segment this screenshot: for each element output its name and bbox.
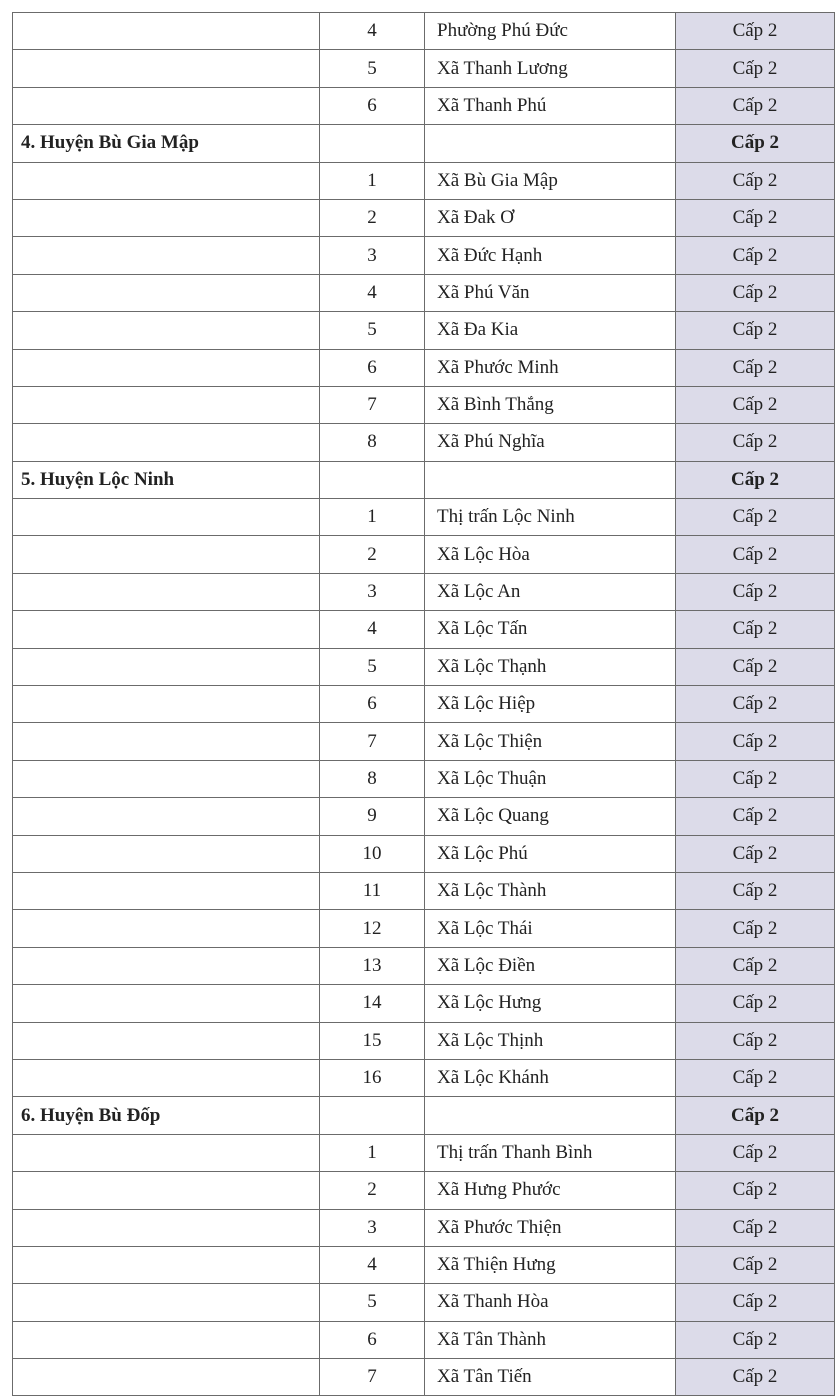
table-row (13, 872, 835, 909)
level-cell: Cấp 2 (676, 424, 835, 461)
ward-name-cell: Xã Đak Ơ (425, 199, 676, 236)
ward-name-cell: Xã Phú Văn (425, 274, 676, 311)
table-row (13, 50, 835, 87)
table-row (13, 910, 835, 947)
level-cell: Cấp 2 (676, 611, 835, 648)
row-number-cell: 6 (320, 87, 425, 124)
row-number-cell: 8 (320, 424, 425, 461)
row-number-cell: 14 (320, 985, 425, 1022)
row-number-cell (320, 1097, 425, 1134)
ward-name-cell: Xã Lộc Quang (425, 798, 676, 835)
table-row (13, 947, 835, 984)
ward-name-cell: Xã Lộc Điền (425, 947, 676, 984)
ward-name-cell: Xã Hưng Phước (425, 1172, 676, 1209)
row-number-cell: 13 (320, 947, 425, 984)
row-number-cell: 8 (320, 760, 425, 797)
district-name-cell-empty (13, 1022, 320, 1059)
district-name-cell-empty (13, 723, 320, 760)
row-number-cell: 7 (320, 1359, 425, 1396)
level-cell: Cấp 2 (676, 1209, 835, 1246)
table-row (13, 1134, 835, 1171)
district-name-cell-empty (13, 686, 320, 723)
row-number-cell: 3 (320, 573, 425, 610)
ward-name-cell: Xã Tân Tiến (425, 1359, 676, 1396)
row-number-cell: 1 (320, 1134, 425, 1171)
level-cell: Cấp 2 (676, 499, 835, 536)
ward-name-cell: Xã Đa Kia (425, 312, 676, 349)
level-cell: Cấp 2 (676, 312, 835, 349)
level-cell: Cấp 2 (676, 798, 835, 835)
district-name-cell: 5. Huyện Lộc Ninh (13, 461, 320, 498)
level-cell: Cấp 2 (676, 947, 835, 984)
level-cell: Cấp 2 (676, 1359, 835, 1396)
district-name-cell-empty (13, 386, 320, 423)
row-number-cell (320, 461, 425, 498)
table-row (13, 349, 835, 386)
table-row (13, 648, 835, 685)
district-name-cell-empty (13, 199, 320, 236)
district-name-cell-empty (13, 162, 320, 199)
row-number-cell: 1 (320, 499, 425, 536)
level-cell: Cấp 2 (676, 686, 835, 723)
table-row (13, 162, 835, 199)
ward-name-cell (425, 125, 676, 162)
table-row (13, 760, 835, 797)
district-name-cell-empty (13, 985, 320, 1022)
ward-name-cell: Thị trấn Thanh Bình (425, 1134, 676, 1171)
level-cell: Cấp 2 (676, 1172, 835, 1209)
table-row (13, 1284, 835, 1321)
row-number-cell: 4 (320, 611, 425, 648)
ward-name-cell: Xã Thanh Hòa (425, 1284, 676, 1321)
district-name-cell-empty (13, 798, 320, 835)
row-number-cell: 7 (320, 386, 425, 423)
ward-name-cell: Xã Lộc Hưng (425, 985, 676, 1022)
ward-name-cell: Xã Lộc Khánh (425, 1059, 676, 1096)
district-name-cell-empty (13, 1134, 320, 1171)
level-cell: Cấp 2 (676, 125, 835, 162)
level-cell: Cấp 2 (676, 199, 835, 236)
district-name-cell-empty (13, 611, 320, 648)
table-row (13, 1172, 835, 1209)
table-row (13, 424, 835, 461)
district-name-cell-empty (13, 50, 320, 87)
district-name-cell-empty (13, 1059, 320, 1096)
row-number-cell: 9 (320, 798, 425, 835)
district-name-cell-empty (13, 87, 320, 124)
level-cell: Cấp 2 (676, 760, 835, 797)
level-cell: Cấp 2 (676, 1246, 835, 1283)
district-name-cell-empty (13, 760, 320, 797)
ward-name-cell: Xã Lộc Tấn (425, 611, 676, 648)
level-cell: Cấp 2 (676, 349, 835, 386)
level-cell: Cấp 2 (676, 237, 835, 274)
table-row (13, 723, 835, 760)
level-cell: Cấp 2 (676, 1022, 835, 1059)
level-cell: Cấp 2 (676, 573, 835, 610)
level-cell: Cấp 2 (676, 1097, 835, 1134)
district-name-cell-empty (13, 1321, 320, 1358)
district-name-cell-empty (13, 499, 320, 536)
table-row (13, 985, 835, 1022)
level-cell: Cấp 2 (676, 1134, 835, 1171)
row-number-cell: 7 (320, 723, 425, 760)
district-name-cell-empty (13, 237, 320, 274)
district-name-cell-empty (13, 872, 320, 909)
ward-name-cell: Xã Thanh Phú (425, 87, 676, 124)
district-name-cell-empty (13, 424, 320, 461)
ward-name-cell (425, 461, 676, 498)
ward-name-cell (425, 1097, 676, 1134)
ward-name-cell: Xã Lộc Thạnh (425, 648, 676, 685)
district-row (13, 1097, 835, 1134)
ward-name-cell: Xã Lộc An (425, 573, 676, 610)
district-name-cell-empty (13, 312, 320, 349)
row-number-cell: 12 (320, 910, 425, 947)
row-number-cell: 5 (320, 50, 425, 87)
district-name-cell-empty (13, 835, 320, 872)
ward-name-cell: Xã Thiện Hưng (425, 1246, 676, 1283)
row-number-cell: 3 (320, 237, 425, 274)
level-cell: Cấp 2 (676, 1321, 835, 1358)
row-number-cell: 4 (320, 1246, 425, 1283)
district-name-cell-empty (13, 648, 320, 685)
table-row (13, 237, 835, 274)
table-row (13, 274, 835, 311)
district-name-cell-empty (13, 1246, 320, 1283)
table-row (13, 1209, 835, 1246)
ward-name-cell: Xã Lộc Phú (425, 835, 676, 872)
level-cell: Cấp 2 (676, 50, 835, 87)
ward-name-cell: Xã Lộc Thái (425, 910, 676, 947)
district-name-cell-empty (13, 274, 320, 311)
district-name-cell: 6. Huyện Bù Đốp (13, 1097, 320, 1134)
table-row (13, 87, 835, 124)
level-cell: Cấp 2 (676, 1284, 835, 1321)
level-cell: Cấp 2 (676, 536, 835, 573)
level-cell: Cấp 2 (676, 723, 835, 760)
ward-name-cell: Xã Phước Thiện (425, 1209, 676, 1246)
ward-name-cell: Xã Thanh Lương (425, 50, 676, 87)
table-row (13, 798, 835, 835)
district-name-cell-empty (13, 947, 320, 984)
ward-name-cell: Xã Lộc Thịnh (425, 1022, 676, 1059)
ward-name-cell: Xã Lộc Thành (425, 872, 676, 909)
district-name-cell-empty (13, 536, 320, 573)
level-cell: Cấp 2 (676, 13, 835, 50)
row-number-cell: 2 (320, 1172, 425, 1209)
district-name-cell-empty (13, 910, 320, 947)
district-row (13, 125, 835, 162)
ward-name-cell: Xã Lộc Thiện (425, 723, 676, 760)
level-cell: Cấp 2 (676, 835, 835, 872)
ward-name-cell: Phường Phú Đức (425, 13, 676, 50)
level-cell: Cấp 2 (676, 1059, 835, 1096)
row-number-cell: 1 (320, 162, 425, 199)
table-row (13, 611, 835, 648)
table-row (13, 312, 835, 349)
level-cell: Cấp 2 (676, 910, 835, 947)
district-row (13, 461, 835, 498)
district-name-cell-empty (13, 573, 320, 610)
level-cell: Cấp 2 (676, 87, 835, 124)
row-number-cell: 16 (320, 1059, 425, 1096)
table-row (13, 1359, 835, 1396)
level-cell: Cấp 2 (676, 386, 835, 423)
table-row (13, 835, 835, 872)
row-number-cell: 2 (320, 199, 425, 236)
row-number-cell: 5 (320, 1284, 425, 1321)
district-name-cell-empty (13, 349, 320, 386)
row-number-cell: 10 (320, 835, 425, 872)
table-row (13, 1246, 835, 1283)
row-number-cell: 4 (320, 13, 425, 50)
row-number-cell: 11 (320, 872, 425, 909)
row-number-cell: 5 (320, 648, 425, 685)
table-row (13, 1022, 835, 1059)
row-number-cell: 6 (320, 349, 425, 386)
level-cell: Cấp 2 (676, 274, 835, 311)
district-name-cell-empty (13, 1359, 320, 1396)
table-row (13, 573, 835, 610)
table-row (13, 13, 835, 50)
row-number-cell: 6 (320, 686, 425, 723)
ward-name-cell: Xã Lộc Hòa (425, 536, 676, 573)
row-number-cell: 6 (320, 1321, 425, 1358)
district-name-cell-empty (13, 1172, 320, 1209)
table-body (13, 13, 835, 1396)
table-row (13, 199, 835, 236)
ward-name-cell: Xã Tân Thành (425, 1321, 676, 1358)
table-row (13, 1321, 835, 1358)
level-cell: Cấp 2 (676, 648, 835, 685)
row-number-cell: 3 (320, 1209, 425, 1246)
ward-name-cell: Xã Phú Nghĩa (425, 424, 676, 461)
ward-name-cell: Xã Lộc Thuận (425, 760, 676, 797)
ward-name-cell: Xã Bình Thắng (425, 386, 676, 423)
district-name-cell-empty (13, 1284, 320, 1321)
table-row (13, 386, 835, 423)
ward-level-table (12, 12, 835, 1396)
row-number-cell: 4 (320, 274, 425, 311)
level-cell: Cấp 2 (676, 162, 835, 199)
ward-name-cell: Xã Lộc Hiệp (425, 686, 676, 723)
table-row (13, 536, 835, 573)
district-name-cell-empty (13, 1209, 320, 1246)
ward-name-cell: Xã Phước Minh (425, 349, 676, 386)
row-number-cell: 15 (320, 1022, 425, 1059)
district-name-cell-empty (13, 13, 320, 50)
table-row (13, 1059, 835, 1096)
table-row (13, 686, 835, 723)
ward-name-cell: Thị trấn Lộc Ninh (425, 499, 676, 536)
ward-name-cell: Xã Bù Gia Mập (425, 162, 676, 199)
ward-name-cell: Xã Đức Hạnh (425, 237, 676, 274)
row-number-cell (320, 125, 425, 162)
level-cell: Cấp 2 (676, 872, 835, 909)
district-name-cell: 4. Huyện Bù Gia Mập (13, 125, 320, 162)
level-cell: Cấp 2 (676, 985, 835, 1022)
table-row (13, 499, 835, 536)
level-cell: Cấp 2 (676, 461, 835, 498)
row-number-cell: 5 (320, 312, 425, 349)
row-number-cell: 2 (320, 536, 425, 573)
